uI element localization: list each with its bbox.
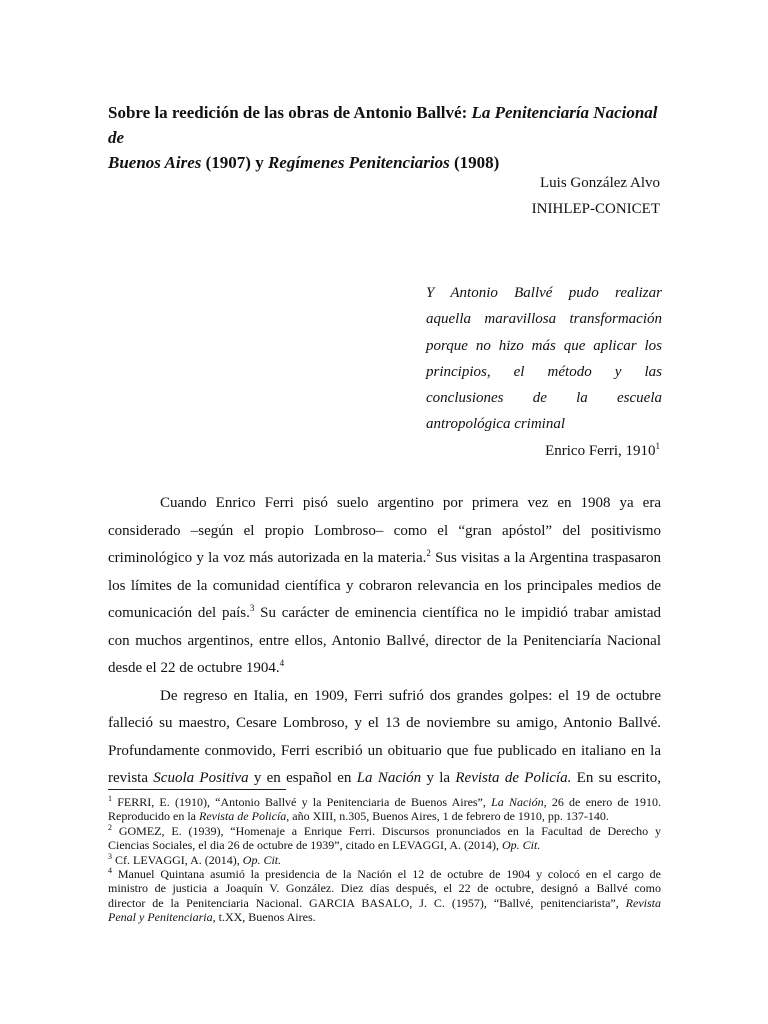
body-text <box>108 490 661 793</box>
text-run: Manuel Quintana asumió la presidencia de la Nación el 12 de octubre de 1904 y colocó en el cargo de <box>112 867 661 882</box>
footnote-2-cont <box>108 838 661 852</box>
title-text: Sobre la reedición de las obras de Antonio Ballvé: <box>108 103 472 122</box>
paragraph-line: los límites de la comunidad científica y cobraron relevancia en los principales medios de <box>108 577 661 594</box>
epigraph <box>426 280 662 438</box>
footnote-1-cont <box>108 809 661 823</box>
epigraph-line: aquella maravillosa transformación <box>426 311 662 328</box>
text-run: Revista de Policía <box>198 809 287 824</box>
text-run: GOMEZ, E. (1939), “Homenaje a Enrique Ferri. Discursos pronunciados en la Facultad de Derecho y <box>112 823 661 838</box>
epigraph-line: Y Antonio Ballvé pudo realizar <box>426 285 662 301</box>
title-book-1-cont: Buenos Aires <box>108 153 202 172</box>
paragraph-line <box>108 545 661 573</box>
footnote-4-cont <box>108 896 661 910</box>
text-run: , año XIII, n.305, Buenos Aires, 1 de febrero de 1910, pp. 137-140. <box>286 809 609 824</box>
title-year-2: (1908) <box>449 153 500 172</box>
epigraph-line: antropológica criminal <box>426 416 566 433</box>
footnote-3 <box>108 853 661 867</box>
text-run: Revista <box>625 895 661 910</box>
text-run: criminológico y la voz más autorizada en la materia. <box>108 550 427 566</box>
footnote-number: 1 <box>108 794 112 803</box>
text-run: director de la Penitenciaria Nacional. GARCIA BASALO, J. C. (1957), “Ballvé, penitenciarista”, <box>108 895 626 910</box>
footnote-ref: 1 <box>655 441 660 451</box>
text-run: FERRI, E. (1910), “Antonio Ballvé y la Penitenciaria de Buenos Aires”, <box>112 795 492 809</box>
footnote-4-cont <box>108 910 661 924</box>
journal-title: Scuola Positiva <box>153 770 249 786</box>
paragraph-line: De regreso en Italia, en 1909, Ferri sufrió dos grandes golpes: el 19 de octubre <box>160 687 661 704</box>
text-run: Op. Cit. <box>242 852 282 867</box>
paragraph-line: falleció su maestro, Cesare Lombroso, y el 13 de noviembre su amigo, Antonio Ballvé. <box>108 715 661 731</box>
epigraph-attribution <box>360 441 660 461</box>
footnote-number: 3 <box>108 851 112 861</box>
title-year-1: (1907) y <box>201 153 268 172</box>
text-run: y en español en <box>248 770 357 786</box>
footnote-4 <box>108 867 661 881</box>
paragraph-line: Profundamente conmovido, Ferri escribió un obituario que fue publicado en italiano en la <box>108 742 661 759</box>
footnote-1 <box>108 795 661 809</box>
text-run: Sus visitas a la Argentina traspasaron <box>430 550 661 566</box>
footnote-number: 4 <box>108 866 112 876</box>
paragraph-line <box>108 600 661 628</box>
author-affiliation: INIHLEP-CONICET <box>531 201 660 217</box>
footnote-separator <box>108 789 286 790</box>
text-run: Penal y Penitenciaria <box>108 910 213 925</box>
footnote-number: 2 <box>108 822 112 832</box>
paragraph-line: Cuando Enrico Ferri pisó suelo argentino por primera vez en 1908 ya era <box>160 495 661 511</box>
text-run: Reproducido en la <box>108 809 199 824</box>
text-run: Op. Cit. <box>502 838 541 853</box>
author-name: Luis González Alvo <box>540 175 660 191</box>
epigraph-line: conclusiones de la escuela <box>426 390 662 407</box>
epigraph-line: principios, el método y las <box>426 363 662 380</box>
footnote-2 <box>108 824 661 838</box>
text-run: comunicación del país. <box>108 605 250 621</box>
text-run: En su escrito, <box>571 770 661 786</box>
paragraph-line <box>108 655 661 683</box>
journal-title: Revista de Policía. <box>455 770 572 786</box>
document-title <box>108 100 668 175</box>
text-run: , t.XX, Buenos Aires. <box>212 910 316 925</box>
footnote-4-cont: ministro de justicia a Joaquín V. González. Diez días después, el 22 de octubre, designó a Ballvé como <box>108 881 661 896</box>
footnote-ref: 3 <box>249 603 255 613</box>
title-book-2: Regímenes Penitenciarios <box>267 153 450 172</box>
text-run: y la <box>421 770 456 786</box>
epigraph-line: porque no hizo más que aplicar los <box>426 337 662 354</box>
footnote-ref: 2 <box>426 548 431 558</box>
paragraph-line: considerado –según el propio Lombroso– como el “gran apóstol” del positivismo <box>108 522 661 539</box>
epigraph-author: Enrico Ferri, 1910 <box>545 443 656 459</box>
text-run: La Nación <box>491 795 544 809</box>
text-run: desde el 22 de octubre 1904. <box>108 660 280 676</box>
text-run: , 26 de enero de 1910. <box>543 795 661 809</box>
paragraph-line: con muchos argentinos, entre ellos, Antonio Ballvé, director de la Penitenciaría Nacional <box>108 632 661 649</box>
title-book-1: La Penitenciaría Nacional de <box>108 103 658 147</box>
text-run: Ciencias Sociales, el dia 26 de octubre de 1939”, citado en LEVAGGI, A. (2014), <box>108 838 503 853</box>
footnote-ref: 4 <box>279 658 285 668</box>
footnotes <box>108 795 661 925</box>
text-run: Su carácter de eminencia científica no le impidió trabar amistad <box>254 605 662 621</box>
text-run: revista <box>108 770 154 786</box>
text-run: Cf. LEVAGGI, A. (2014), <box>112 852 243 867</box>
journal-title: La Nación <box>356 770 422 786</box>
